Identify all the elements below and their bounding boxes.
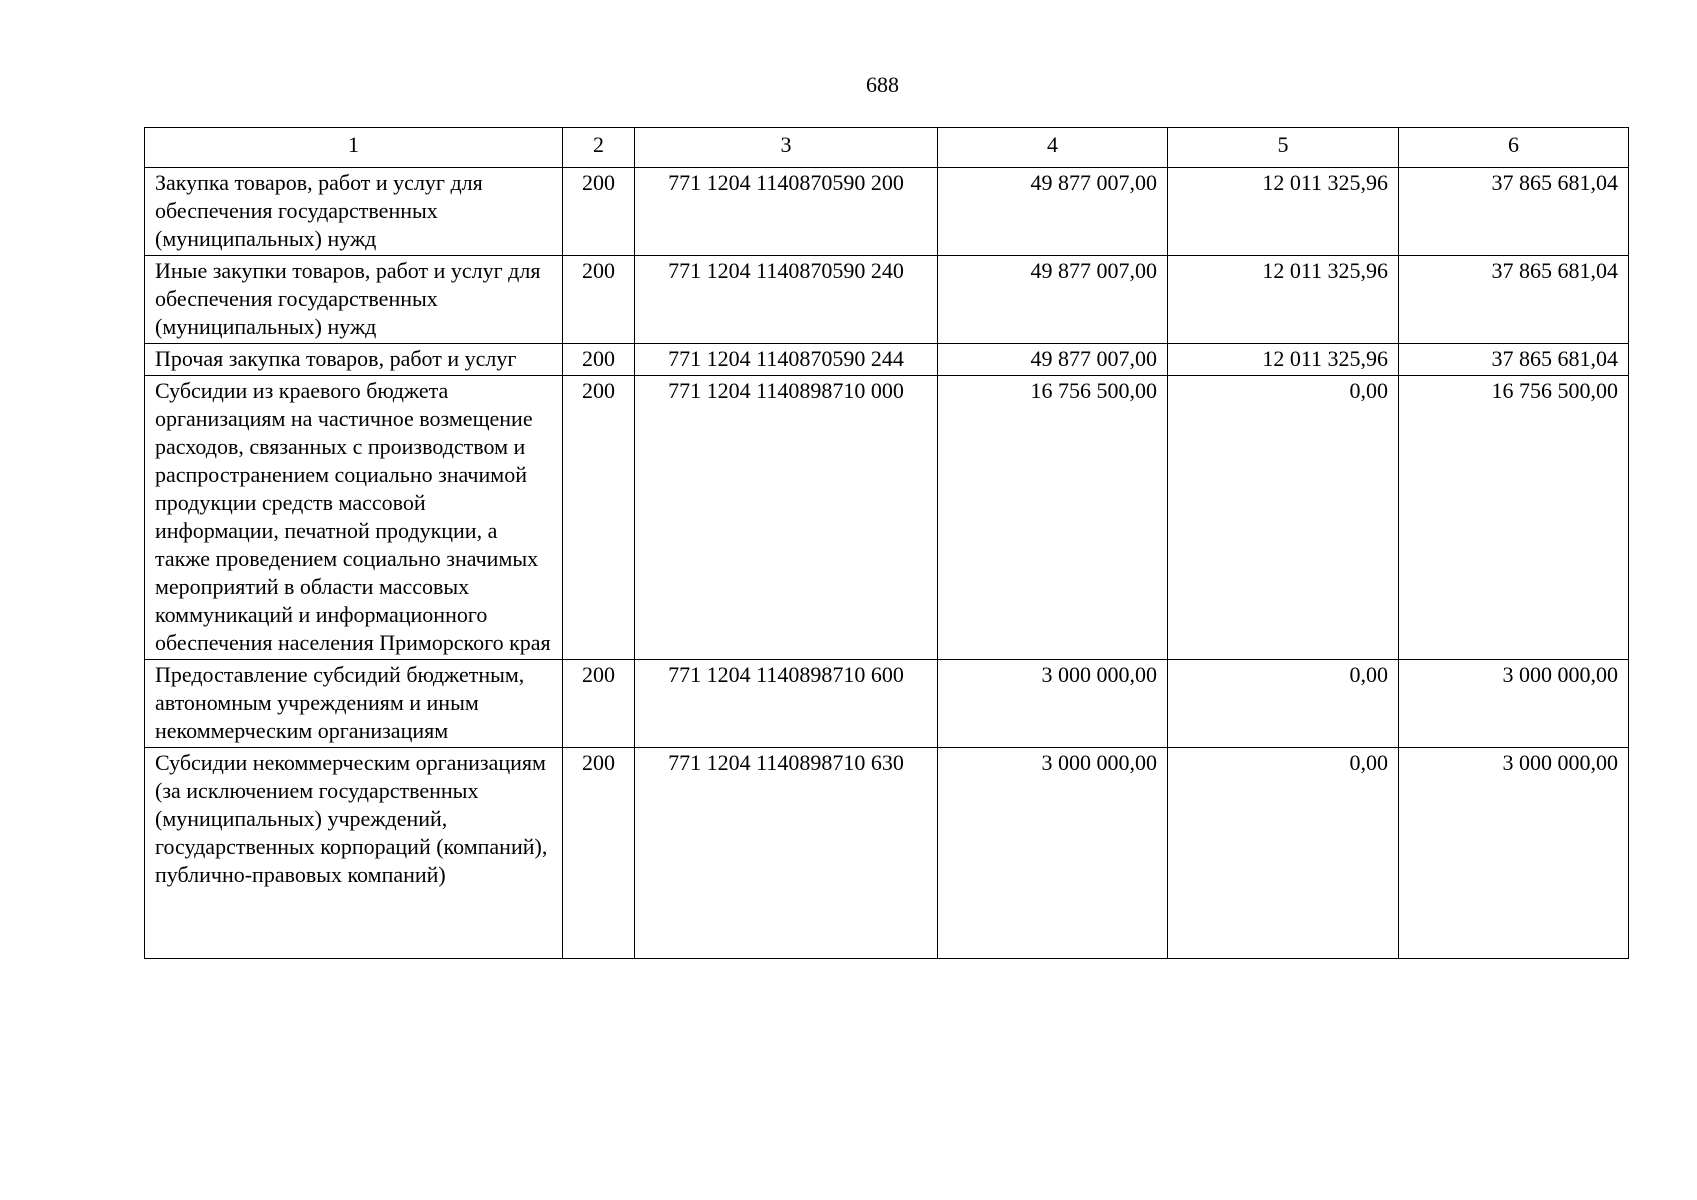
row-name-cell: Иные закупки товаров, работ и услуг для обеспечения государственных (муниципальных) нужд	[145, 256, 563, 344]
column-header-1: 1	[145, 128, 563, 168]
row-kbk-cell: 771 1204 1140898710 600	[635, 660, 938, 748]
table-header-row	[145, 128, 1629, 168]
table-row	[145, 168, 1629, 256]
row-name-cell: Субсидии некоммерческим организациям (за исключением государственных (муниципальных) учреждений, государственных корпораций (компаний), публично-правовых компаний)	[145, 748, 563, 959]
row-kbk-cell: 771 1204 1140870590 240	[635, 256, 938, 344]
row-value-5-cell: 12 011 325,96	[1168, 344, 1399, 376]
row-value-5-cell: 0,00	[1168, 748, 1399, 959]
page-number: 688	[866, 72, 899, 97]
row-value-5-cell: 12 011 325,96	[1168, 256, 1399, 344]
row-value-6-cell: 3 000 000,00	[1399, 660, 1629, 748]
row-value-4-cell: 3 000 000,00	[938, 748, 1168, 959]
row-value-4-cell: 49 877 007,00	[938, 168, 1168, 256]
row-name-cell: Прочая закупка товаров, работ и услуг	[145, 344, 563, 376]
column-header-2: 2	[563, 128, 635, 168]
row-value-4-cell: 49 877 007,00	[938, 256, 1168, 344]
row-kbk-cell: 771 1204 1140870590 244	[635, 344, 938, 376]
column-header-6: 6	[1399, 128, 1629, 168]
row-code-cell: 200	[563, 344, 635, 376]
table-row	[145, 748, 1629, 959]
row-code-cell: 200	[563, 748, 635, 959]
row-name-cell: Предоставление субсидий бюджетным, автономным учреждениям и иным некоммерческим организациям	[145, 660, 563, 748]
row-name-cell: Субсидии из краевого бюджета организациям на частичное возмещение расходов, связанных с производством и распространением социально значимой продукции средств массовой информации, печатной продукции, а также проведением социально значимых мероприятий в области массовых коммуникаций и информационного обеспечения населения Приморского края	[145, 376, 563, 660]
row-value-6-cell: 37 865 681,04	[1399, 168, 1629, 256]
budget-table	[144, 127, 1629, 959]
row-code-cell: 200	[563, 376, 635, 660]
row-kbk-cell: 771 1204 1140898710 000	[635, 376, 938, 660]
row-code-cell: 200	[563, 256, 635, 344]
row-value-4-cell: 16 756 500,00	[938, 376, 1168, 660]
row-code-cell: 200	[563, 168, 635, 256]
row-kbk-cell: 771 1204 1140898710 630	[635, 748, 938, 959]
row-value-6-cell: 16 756 500,00	[1399, 376, 1629, 660]
row-name-cell: Закупка товаров, работ и услуг для обеспечения государственных (муниципальных) нужд	[145, 168, 563, 256]
column-header-3: 3	[635, 128, 938, 168]
row-value-6-cell: 37 865 681,04	[1399, 256, 1629, 344]
table-row	[145, 344, 1629, 376]
row-value-5-cell: 0,00	[1168, 376, 1399, 660]
row-value-6-cell: 3 000 000,00	[1399, 748, 1629, 959]
row-value-6-cell: 37 865 681,04	[1399, 344, 1629, 376]
row-kbk-cell: 771 1204 1140870590 200	[635, 168, 938, 256]
row-value-4-cell: 3 000 000,00	[938, 660, 1168, 748]
row-value-5-cell: 12 011 325,96	[1168, 168, 1399, 256]
column-header-4: 4	[938, 128, 1168, 168]
column-header-5: 5	[1168, 128, 1399, 168]
table-row	[145, 376, 1629, 660]
row-value-4-cell: 49 877 007,00	[938, 344, 1168, 376]
row-code-cell: 200	[563, 660, 635, 748]
row-value-5-cell: 0,00	[1168, 660, 1399, 748]
table-row	[145, 660, 1629, 748]
table-row	[145, 256, 1629, 344]
